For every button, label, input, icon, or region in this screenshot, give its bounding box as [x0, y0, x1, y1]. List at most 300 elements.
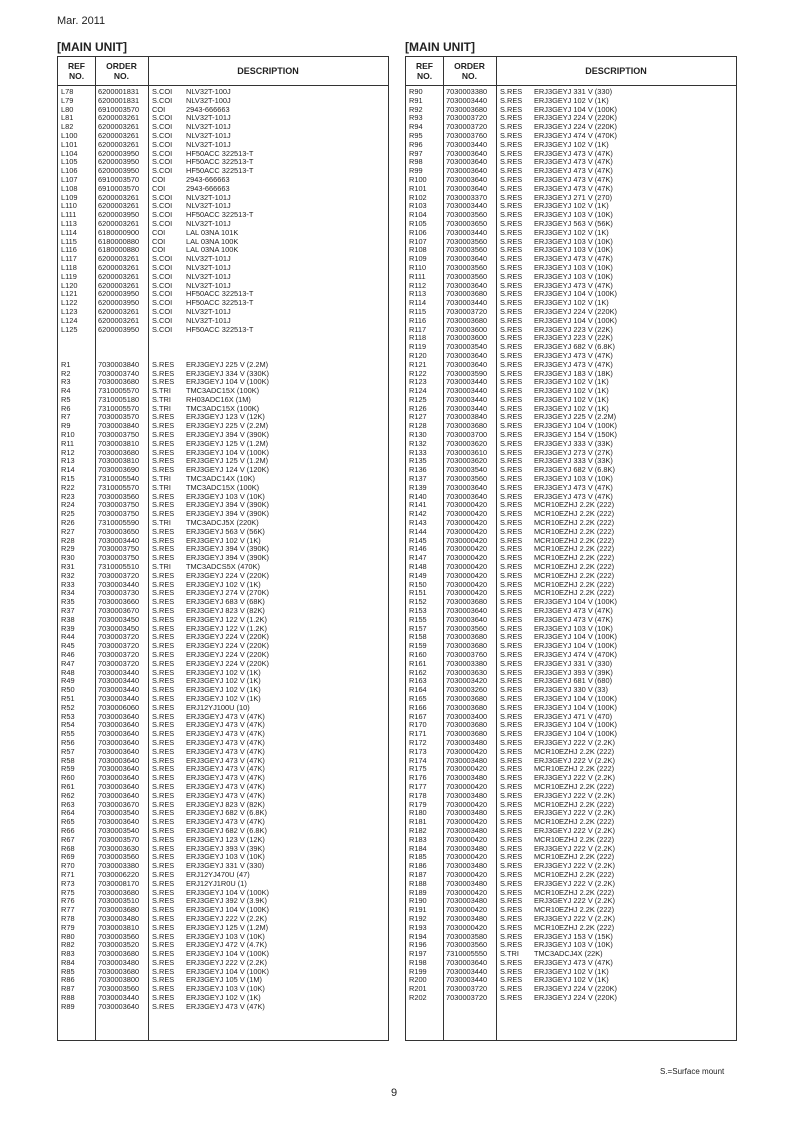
part-spec: LAL 03NA 100K — [186, 236, 239, 246]
part-type: S.COI — [152, 113, 173, 123]
order-no: 7030003680 — [446, 729, 488, 739]
order-no: 7030003540 — [98, 825, 140, 835]
ref-no: R177 — [409, 781, 427, 791]
table-row — [58, 334, 388, 343]
part-type: S.RES — [152, 905, 175, 915]
part-spec: ERJ3GEYJ 224 V (220K) — [186, 650, 269, 659]
part-type: S.RES — [500, 913, 523, 923]
order-no: 7030003740 — [98, 368, 140, 378]
part-spec: MCR10EZHJ 2.2K (222) — [534, 799, 615, 809]
part-type: S.COI — [152, 324, 173, 334]
ref-no: R179 — [409, 799, 427, 809]
part-spec: ERJ3GEYJ 473 V (47K) — [534, 606, 613, 616]
part-type: S.RES — [152, 526, 175, 536]
part-spec: NLV32T-101J — [186, 315, 231, 325]
part-spec: ERJ3GEYJ 394 V (390K) — [186, 553, 269, 563]
order-no: 7030003640 — [446, 254, 488, 264]
ref-no: L107 — [61, 174, 78, 184]
part-type: S.RES — [500, 236, 523, 246]
part-spec: ERJ3GEYJ 125 V (1.2M) — [186, 922, 269, 932]
part-type: S.RES — [500, 113, 523, 123]
order-no: 7030003720 — [446, 122, 488, 132]
part-spec: ERJ3GEYJ 682 V (6.8K) — [534, 465, 615, 475]
part-spec: MCR10EZHJ 2.2K (222) — [534, 852, 615, 862]
part-spec: ERJ3GEYJ 105 V (1M) — [186, 975, 262, 985]
ref-no: R2 — [61, 368, 71, 378]
ref-no: R140 — [409, 491, 427, 501]
part-type: S.RES — [500, 623, 523, 633]
part-spec: ERJ3GEYJ 102 V (1K) — [534, 377, 609, 387]
order-no: 7030003760 — [446, 130, 488, 140]
part-type: S.RES — [152, 553, 175, 563]
part-spec: ERJ3GEYJ 224 V (220K) — [534, 306, 617, 316]
order-no: 7030003540 — [446, 342, 488, 352]
table-body — [406, 88, 736, 1003]
order-no: 7030003480 — [446, 825, 488, 835]
order-no: 7030000420 — [446, 535, 488, 545]
part-type: S.COI — [152, 289, 173, 299]
ref-no: R32 — [61, 570, 75, 580]
ref-no: L110 — [61, 201, 77, 211]
part-type: S.RES — [500, 465, 523, 475]
ref-no: L119 — [61, 271, 77, 281]
part-type: S.RES — [152, 667, 175, 677]
part-type: COI — [152, 104, 166, 114]
part-spec: ERJ3GEYJ 683 V (68K) — [186, 597, 265, 607]
ref-no: R48 — [61, 667, 75, 677]
ref-no: L80 — [61, 104, 74, 114]
order-no: 7030003640 — [98, 1001, 140, 1011]
order-no: 7030003570 — [98, 834, 140, 844]
order-no: 7030003420 — [446, 676, 488, 686]
part-type: S.RES — [152, 438, 175, 448]
part-type: S.RES — [152, 1001, 175, 1011]
part-spec: TMC3ADCS5X (470K) — [186, 562, 260, 572]
ref-no: R33 — [61, 579, 75, 589]
part-type: S.RES — [152, 957, 175, 967]
part-type: S.RES — [500, 148, 523, 158]
part-type: S.RES — [500, 95, 523, 105]
order-no: 7030003640 — [446, 359, 488, 369]
part-spec: MCR10EZHJ 2.2K (222) — [534, 535, 615, 545]
order-no: 7030003480 — [98, 913, 140, 923]
part-spec: ERJ3GEYJ 473 V (47K) — [534, 157, 613, 167]
part-spec: ERJ3GEYJ 473 V (47K) — [534, 174, 613, 184]
part-spec: ERJ3GEYJ 222 V (2.2K) — [534, 755, 615, 765]
order-no: 6200003950 — [98, 148, 140, 158]
order-no: 7030003680 — [98, 905, 140, 915]
part-spec: MCR10EZHJ 2.2K (222) — [534, 509, 615, 519]
part-type: S.RES — [152, 852, 175, 862]
ref-no: R148 — [409, 562, 427, 572]
order-no: 7030003480 — [446, 843, 488, 853]
part-type: S.COI — [152, 218, 173, 228]
order-no: 6180000880 — [98, 245, 140, 255]
order-no: 7030000420 — [446, 869, 488, 879]
part-type: S.RES — [500, 210, 523, 220]
order-no: 7030003600 — [446, 333, 488, 343]
ref-no: R102 — [409, 192, 427, 202]
part-type: S.RES — [500, 720, 523, 730]
ref-no: R185 — [409, 852, 427, 862]
ref-no: R157 — [409, 623, 427, 633]
ref-no: R136 — [409, 465, 427, 475]
order-no: 6180000900 — [98, 227, 140, 237]
part-spec: ERJ3GEYJ 104 V (100K) — [186, 949, 269, 959]
ref-no: R188 — [409, 878, 427, 888]
order-no: 7030003440 — [98, 535, 140, 545]
ref-no: L108 — [61, 183, 78, 193]
part-type: S.RES — [152, 984, 175, 994]
part-type: S.RES — [500, 394, 523, 404]
part-spec: HF50ACC 322513-T — [186, 289, 254, 299]
ref-no: R108 — [409, 245, 427, 255]
order-no: 7030003560 — [98, 491, 140, 501]
part-type: S.COI — [152, 280, 173, 290]
part-spec: ERJ3GEYJ 222 V (2.2K) — [534, 843, 615, 853]
ref-no: R10 — [61, 430, 75, 440]
part-spec: NLV32T-101J — [186, 192, 231, 202]
part-type: S.RES — [500, 650, 523, 659]
part-spec: ERJ3GEYJ 473 V (47K) — [534, 491, 613, 501]
order-no: 7030003630 — [98, 843, 140, 853]
part-type: S.COI — [152, 95, 173, 105]
part-spec: ERJ3GEYJ 225 V (2.2M) — [186, 359, 269, 369]
part-type: S.RES — [500, 544, 523, 554]
part-type: S.RES — [152, 737, 175, 747]
ref-no: R117 — [409, 324, 427, 334]
part-type: S.RES — [152, 693, 175, 703]
part-spec: HF50ACC 322513-T — [186, 148, 254, 158]
part-type: S.RES — [500, 905, 523, 915]
order-no: 7030003690 — [98, 465, 140, 475]
ref-no: L101 — [61, 139, 78, 149]
order-no: 7030003380 — [446, 87, 488, 96]
part-type: COI — [152, 245, 166, 255]
ref-no: R173 — [409, 746, 427, 756]
part-spec: ERJ3GEYJ 102 V (1K) — [186, 676, 261, 686]
part-type: S.RES — [152, 922, 175, 932]
part-spec: ERJ3GEYJ 103 V (10K) — [534, 236, 613, 246]
order-no: 7030003570 — [98, 412, 140, 422]
part-spec: TMC3ADC15X (100K) — [186, 403, 260, 413]
part-spec: ERJ3GEYJ 125 V (1.2M) — [186, 438, 269, 448]
order-no: 7030003440 — [98, 667, 140, 677]
ref-no: R174 — [409, 755, 427, 765]
ref-no: R119 — [409, 342, 427, 352]
part-spec: ERJ3GEYJ 222 V (2.2K) — [186, 913, 267, 923]
part-type: S.RES — [152, 711, 175, 721]
part-spec: MCR10EZHJ 2.2K (222) — [534, 500, 615, 510]
order-no: 7030003480 — [446, 808, 488, 818]
part-type: S.COI — [152, 130, 173, 140]
ref-no: R181 — [409, 817, 427, 827]
part-type: S.RES — [500, 711, 523, 721]
ref-no: R86 — [61, 975, 75, 985]
ref-no: R14 — [61, 465, 75, 475]
part-type: S.RES — [152, 896, 175, 906]
ref-no: R139 — [409, 482, 427, 492]
part-type: S.RES — [500, 553, 523, 563]
ref-no: L81 — [61, 113, 74, 123]
order-no: 7030003560 — [446, 940, 488, 950]
part-spec: ERJ3GEYJ 104 V (100K) — [186, 966, 269, 976]
ref-no: R73 — [61, 878, 75, 888]
part-type: S.RES — [500, 632, 523, 642]
section-title-right: [MAIN UNIT] — [405, 40, 475, 54]
ref-no: R163 — [409, 676, 427, 686]
ref-no: L104 — [61, 148, 78, 158]
ref-no: R116 — [409, 315, 427, 325]
part-type: S.RES — [152, 588, 175, 598]
part-spec: LAL 03NA 101K — [186, 227, 239, 237]
ref-no: R64 — [61, 808, 75, 818]
ref-no: R39 — [61, 623, 75, 633]
part-spec: LAL 03NA 100K — [186, 245, 239, 255]
part-spec: ERJ3GEYJ 123 V (12K) — [186, 412, 265, 422]
part-spec: MCR10EZHJ 2.2K (222) — [534, 588, 615, 598]
ref-no: R98 — [409, 157, 423, 167]
part-spec: ERJ3GEYJ 472 V (4.7K) — [186, 940, 267, 950]
part-spec: ERJ3GEYJ 103 V (10K) — [186, 931, 265, 941]
part-type: S.RES — [500, 755, 523, 765]
ref-no: R180 — [409, 808, 427, 818]
ref-no: R84 — [61, 957, 75, 967]
order-no: 7030003540 — [446, 465, 488, 475]
ref-no: R182 — [409, 825, 427, 835]
part-spec: ERJ3GEYJ 103 V (10K) — [534, 940, 613, 950]
part-spec: ERJ3GEYJ 224 V (220K) — [534, 984, 617, 994]
part-type: S.RES — [500, 298, 523, 308]
part-spec: MCR10EZHJ 2.2K (222) — [534, 526, 615, 536]
ref-no: R142 — [409, 509, 427, 519]
ref-no: R158 — [409, 632, 427, 642]
part-type: S.RES — [500, 535, 523, 545]
ref-no: R3 — [61, 377, 71, 387]
part-spec: ERJ3GEYJ 103 V (10K) — [534, 245, 613, 255]
part-spec: ERJ3GEYJ 104 V (100K) — [186, 905, 269, 915]
part-spec: ERJ3GEYJ 473 V (47K) — [534, 957, 613, 967]
part-spec: ERJ3GEYJ 222 V (2.2K) — [534, 773, 615, 783]
order-no: 7030003720 — [98, 658, 140, 668]
ref-no: R58 — [61, 755, 75, 765]
ref-no: R25 — [61, 509, 75, 519]
part-spec: ERJ3GEYJ 102 V (1K) — [534, 298, 609, 308]
ref-no: R62 — [61, 790, 75, 800]
part-spec: ERJ3GEYJ 104 V (100K) — [534, 720, 617, 730]
part-spec: TMC3ADCJ5X (220K) — [186, 518, 259, 528]
part-type: S.RES — [500, 606, 523, 616]
part-type: S.TRI — [152, 403, 171, 413]
part-spec: ERJ3GEYJ 394 V (390K) — [186, 430, 269, 440]
ref-no: R96 — [409, 139, 423, 149]
order-no: 7030003680 — [446, 632, 488, 642]
ref-no: L121 — [61, 289, 78, 299]
part-type: S.RES — [500, 878, 523, 888]
ref-no: R145 — [409, 535, 427, 545]
part-type: S.RES — [500, 438, 523, 448]
ref-no: R46 — [61, 650, 75, 659]
order-no: 7030003810 — [98, 456, 140, 466]
ref-no: R15 — [61, 474, 75, 484]
part-type: S.RES — [500, 931, 523, 941]
part-type: S.RES — [500, 192, 523, 202]
parts-table-right — [405, 56, 737, 1041]
surface-mount-note: S.=Surface mount — [660, 1067, 725, 1076]
ref-no: R109 — [409, 254, 427, 264]
order-no: 7030000420 — [446, 526, 488, 536]
part-type: S.COI — [152, 201, 173, 211]
ref-no: R183 — [409, 834, 427, 844]
part-spec: ERJ3GEYJ 103 V (10K) — [534, 623, 613, 633]
part-spec: ERJ3GEYJ 122 V (1.2K) — [186, 623, 267, 633]
ref-no: R199 — [409, 966, 427, 976]
ref-no: R170 — [409, 720, 427, 730]
part-type: S.RES — [500, 975, 523, 985]
ref-no: R196 — [409, 940, 427, 950]
order-no: 7030003400 — [446, 711, 488, 721]
part-spec: ERJ3GEYJ 271 V (270) — [534, 192, 613, 202]
part-type: S.RES — [500, 746, 523, 756]
part-spec: ERJ3GEYJ 104 V (100K) — [534, 421, 617, 431]
order-no: 6200003261 — [98, 130, 140, 140]
order-no: 6910003570 — [98, 104, 140, 114]
order-no: 7030003630 — [446, 667, 488, 677]
part-spec: NLV32T-101J — [186, 218, 231, 228]
order-no: 7030003440 — [446, 201, 488, 211]
order-no: 7030003560 — [446, 210, 488, 220]
part-spec: ERJ3GEYJ 102 V (1K) — [186, 685, 261, 695]
order-no: 7030003720 — [98, 650, 140, 659]
part-type: S.RES — [152, 975, 175, 985]
part-spec: ERJ3GEYJ 563 V (56K) — [534, 218, 613, 228]
ref-no: R52 — [61, 702, 75, 712]
part-spec: NLV32T-100J — [186, 87, 231, 96]
part-type: S.RES — [500, 773, 523, 783]
order-no: 6910003570 — [98, 174, 140, 184]
part-type: S.RES — [152, 834, 175, 844]
part-spec: NLV32T-101J — [186, 139, 231, 149]
ref-no: R97 — [409, 148, 423, 158]
order-no: 7030003680 — [446, 104, 488, 114]
part-spec: ERJ3GEYJ 104 V (100K) — [534, 289, 617, 299]
part-spec: MCR10EZHJ 2.2K (222) — [534, 764, 615, 774]
part-spec: ERJ3GEYJ 224 V (220K) — [534, 122, 617, 132]
part-type: S.RES — [500, 342, 523, 352]
part-spec: ERJ3GEYJ 473 V (47K) — [186, 764, 265, 774]
part-type: S.RES — [152, 421, 175, 431]
part-type: S.TRI — [152, 482, 171, 492]
ref-no: R4 — [61, 386, 71, 396]
part-type: S.RES — [500, 869, 523, 879]
ref-no: R184 — [409, 843, 427, 853]
part-spec: ERJ12YJ100U (10) — [186, 702, 250, 712]
order-no: 7030003640 — [446, 957, 488, 967]
ref-no: R66 — [61, 825, 75, 835]
order-no: 7030003440 — [446, 95, 488, 105]
order-no: 7030000420 — [446, 905, 488, 915]
ref-no: R190 — [409, 896, 427, 906]
order-no: 7030003440 — [446, 394, 488, 404]
header-description: DESCRIPTION — [237, 66, 299, 76]
order-no: 7030003720 — [98, 570, 140, 580]
order-no: 7030003440 — [446, 966, 488, 976]
order-no: 7030000420 — [446, 746, 488, 756]
ref-no: R70 — [61, 861, 75, 871]
order-no: 7030003480 — [446, 773, 488, 783]
part-type: S.COI — [152, 298, 173, 308]
ref-no: R75 — [61, 887, 75, 897]
part-spec: ERJ3GEYJ 682 V (6.8K) — [534, 342, 615, 352]
order-no: 7030003480 — [446, 861, 488, 871]
ref-no: R130 — [409, 430, 427, 440]
order-no: 7030003560 — [446, 623, 488, 633]
part-spec: ERJ3GEYJ 102 V (1K) — [534, 201, 609, 211]
order-no: 6200003950 — [98, 166, 140, 176]
order-no: 7030003590 — [446, 368, 488, 378]
part-spec: ERJ3GEYJ 473 V (47K) — [186, 729, 265, 739]
part-spec: MCR10EZHJ 2.2K (222) — [534, 887, 615, 897]
ref-no: R149 — [409, 570, 427, 580]
part-spec: ERJ3GEYJ 473 V (47K) — [186, 720, 265, 730]
part-spec: NLV32T-100J — [186, 95, 231, 105]
part-spec: MCR10EZHJ 2.2K (222) — [534, 553, 615, 563]
ref-no: L117 — [61, 254, 77, 264]
order-no: 7030003640 — [98, 720, 140, 730]
ref-no: R198 — [409, 957, 427, 967]
ref-no: R187 — [409, 869, 427, 879]
ref-no: R193 — [409, 922, 427, 932]
part-type: S.RES — [500, 122, 523, 132]
ref-no: R150 — [409, 579, 427, 589]
order-no: 7030003440 — [98, 579, 140, 589]
part-type: S.TRI — [152, 394, 171, 404]
ref-no: R11 — [61, 438, 75, 448]
ref-no: R112 — [409, 280, 427, 290]
order-no: 7030003560 — [98, 931, 140, 941]
part-type: S.RES — [152, 658, 175, 668]
order-no: 7030000420 — [446, 887, 488, 897]
part-type: S.RES — [500, 245, 523, 255]
order-no: 7030003750 — [98, 553, 140, 563]
ref-no: R172 — [409, 737, 427, 747]
ref-no: R118 — [409, 333, 427, 343]
part-type: S.COI — [152, 139, 173, 149]
part-type: S.RES — [152, 570, 175, 580]
ref-no: R30 — [61, 553, 75, 563]
part-spec: ERJ3GEYJ 222 V (2.2K) — [534, 896, 615, 906]
part-type: S.RES — [152, 966, 175, 976]
part-spec: ERJ3GEYJ 104 V (100K) — [534, 693, 617, 703]
part-type: S.RES — [500, 957, 523, 967]
part-spec: ERJ3GEYJ 473 V (47K) — [186, 737, 265, 747]
section-title-left: [MAIN UNIT] — [57, 40, 127, 54]
part-type: S.COI — [152, 210, 173, 220]
ref-no: R161 — [409, 658, 427, 668]
part-spec: ERJ3GEYJ 473 V (47K) — [534, 166, 613, 176]
order-no: 7030003720 — [446, 306, 488, 316]
order-no: 7030003640 — [446, 482, 488, 492]
part-type: S.RES — [500, 641, 523, 651]
part-spec: ERJ3GEYJ 394 V (390K) — [186, 544, 269, 554]
order-no: 7030003640 — [98, 746, 140, 756]
ref-no: R51 — [61, 693, 75, 703]
part-type: S.RES — [500, 781, 523, 791]
part-spec: ERJ3GEYJ 682 V (6.8K) — [186, 825, 267, 835]
part-spec: ERJ3GEYJ 473 V (47K) — [186, 1001, 265, 1011]
part-type: S.RES — [500, 790, 523, 800]
ref-no: R144 — [409, 526, 427, 536]
